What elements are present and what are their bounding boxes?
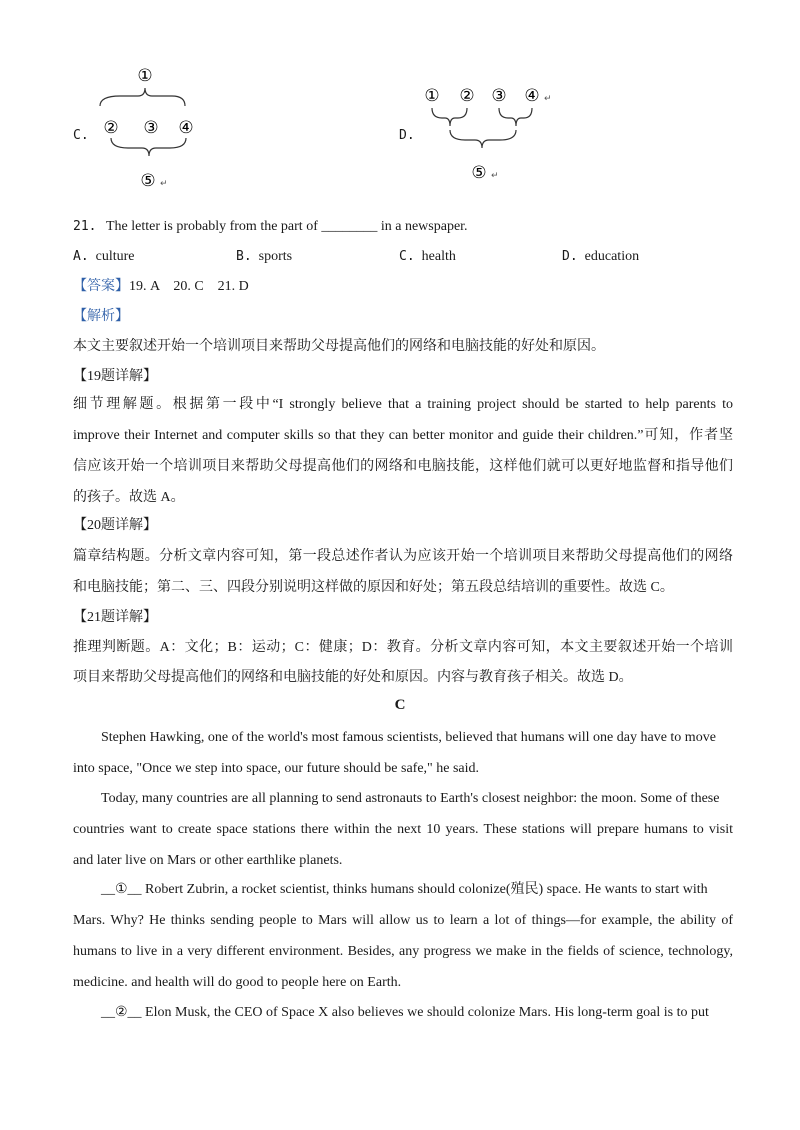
detail-21-tag: 【21题详解】: [73, 610, 157, 625]
analysis-summary: 本文主要叙述开始一个培训项目来帮助父母提高他们的网络和电脑技能的好处和原因。: [73, 339, 605, 354]
answer-line: [73, 276, 733, 298]
option-a: A. culture: [73, 249, 135, 264]
passage-line-6: __①__ Robert Zubrin, a rocket scientist, thinks humans should colonize(殖民) space. He wants to start with: [101, 882, 708, 897]
answer-text: 19. A 20. C 21. D: [129, 279, 249, 294]
option-c-diagram: [90, 60, 220, 195]
circle-1: ①: [424, 86, 440, 106]
detail-19-line-4: 的孩子。故选 A。: [73, 490, 185, 505]
bottom-brace: [111, 138, 186, 156]
svg-text:↵: ↵: [160, 179, 168, 189]
brace-3-4: [499, 108, 532, 126]
option-d: D. education: [562, 249, 640, 264]
detail-21-line-2: 项目来帮助父母提高他们的网络和电脑技能的好处和原因。内容与教育孩子相关。故选 D。: [73, 670, 633, 685]
detail-20-tag: 【20题详解】: [73, 518, 157, 533]
circle-3: ③: [143, 118, 159, 138]
detail-20-line-1: 篇章结构题。分析文章内容可知，第一段总述作者认为应该开始一个培训项目来帮助父母提高他们的网络: [73, 549, 733, 564]
option-c-label: C.: [73, 128, 89, 143]
circle-3: ③: [491, 86, 507, 106]
option-d-diagram: [420, 80, 560, 190]
svg-text:↵: ↵: [544, 94, 552, 104]
question-stem: The letter is probably from the part of ________ in a newspaper.: [105, 219, 468, 234]
passage-line-2: into space, "Once we step into space, our future should be safe," he said.: [73, 761, 480, 776]
circle-2: ②: [103, 118, 119, 138]
passage-line-5: and later live on Mars or other earthlike planets.: [73, 853, 343, 868]
passage-line-3: Today, many countries are all planning to send astronauts to Earth's closest neighbor: the moon. Some of these: [101, 791, 720, 806]
detail-19-line-3: 信应该开始一个培训项目来帮助父母提高他们的网络和电脑技能，这样他们就可以更好地监督和指导他们: [73, 459, 733, 474]
passage-line-4: countries want to create space stations there within the next 10 years. These stations will prepare humans to visit: [73, 822, 733, 837]
circle-5: ⑤: [140, 171, 156, 191]
circle-2: ②: [459, 86, 475, 106]
passage-line-7: Mars. Why? He thinks sending people to Mars will allow us to learn a lot of things—for example, the ability of: [73, 913, 733, 928]
circle-5: ⑤: [471, 163, 487, 183]
detail-20-line-2: 和电脑技能；第二、三、四段分别说明这样做的原因和好处；第五段总结培训的重要性。故选 C。: [73, 580, 674, 595]
passage-line-9: medicine. and health will do good to people here on Earth.: [73, 975, 402, 990]
passage-line-8: humans to live in a very different environment. Besides, any progress we make in the fields of science, technology,: [73, 944, 733, 959]
detail-21-line-1: 推理判断题。A：文化；B：运动；C：健康；D：教育。分析文章内容可知，本文主要叙述开始一个培训: [73, 640, 733, 655]
circle-1: ①: [137, 66, 153, 86]
analysis-tag: 【解析】: [73, 309, 129, 324]
passage-line-10: __②__ Elon Musk, the CEO of Space X also believes we should colonize Mars. His long-term goal is to put: [101, 1005, 709, 1020]
option-c: C. health: [399, 249, 456, 264]
question-21: [73, 216, 733, 238]
answer-tag: 【答案】: [73, 279, 129, 294]
passage-heading: C: [394, 697, 406, 713]
detail-19-line-2: improve their Internet and computer skills so that they can better monitor and guide their children.”可知，作者坚: [73, 428, 733, 443]
brace-1-2: [432, 108, 467, 126]
passage-line-1: Stephen Hawking, one of the world's most famous scientists, believed that humans will one day have to move: [101, 730, 716, 745]
svg-text:↵: ↵: [491, 171, 499, 181]
question-number: 21.: [73, 219, 97, 234]
option-d-label: D.: [399, 128, 415, 143]
circle-4: ④: [178, 118, 194, 138]
detail-19-line-1: 细节理解题。根据第一段中“I strongly believe that a training project should be started to help parents to: [73, 397, 733, 412]
top-brace: [100, 88, 185, 106]
circle-4: ④: [524, 86, 540, 106]
brace-bottom: [450, 130, 516, 148]
detail-19-tag: 【19题详解】: [73, 369, 157, 384]
option-b: B. sports: [236, 249, 293, 264]
